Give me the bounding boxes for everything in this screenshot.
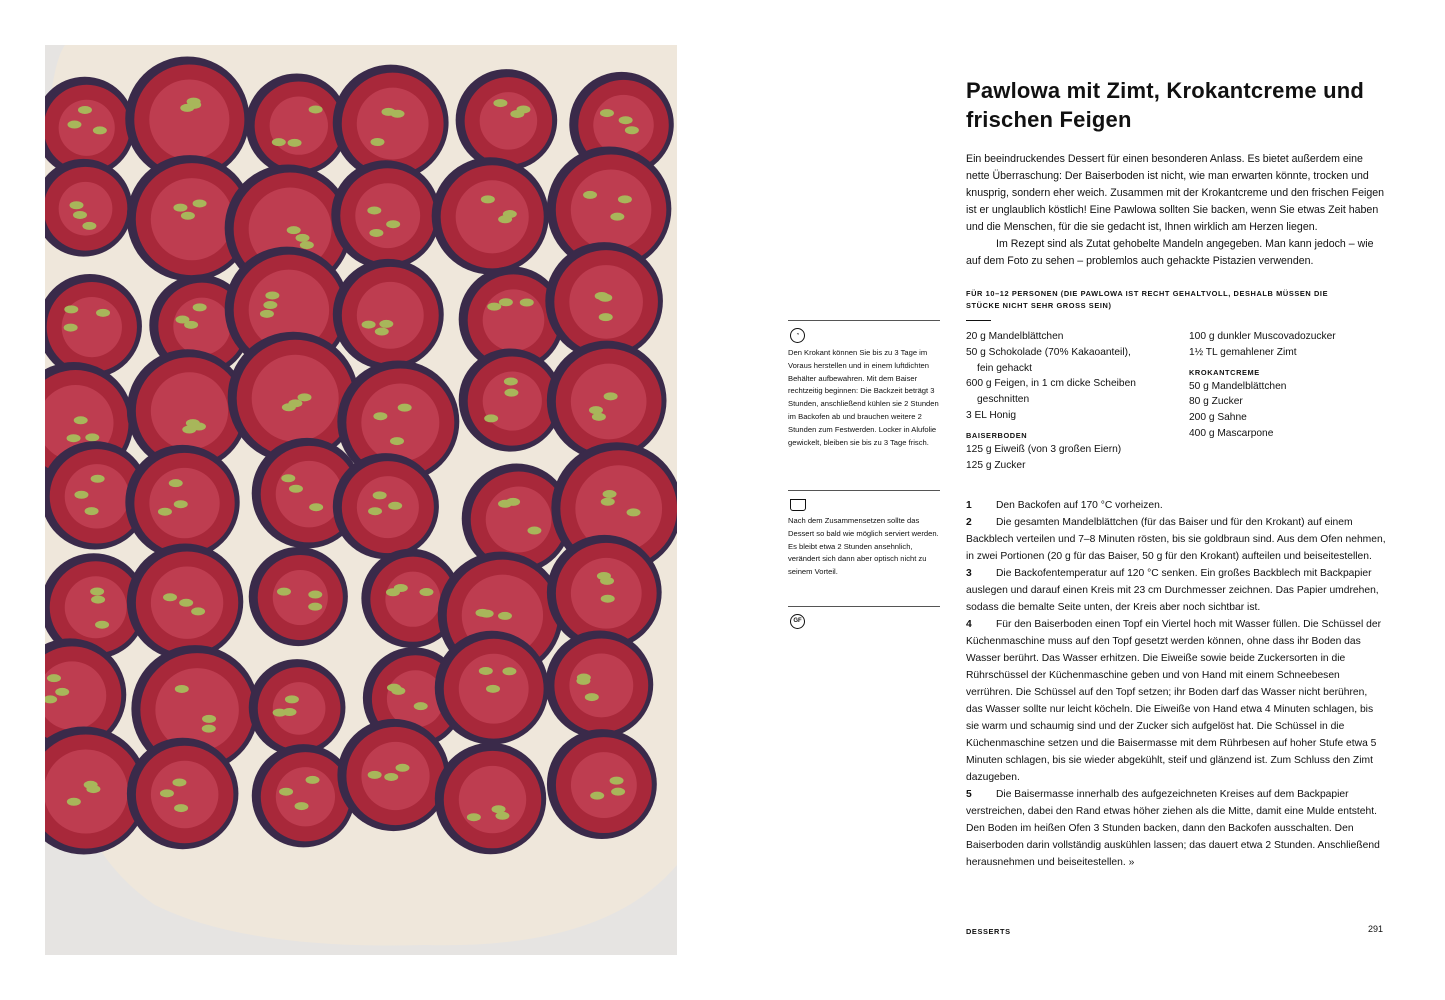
fig-slice [545, 630, 653, 738]
ingredient: 100 g dunkler Muscovadozucker [1189, 331, 1336, 342]
ingredients-left [966, 329, 1176, 473]
step-number: 4 [966, 619, 972, 630]
step-text: Den Backofen auf 170 °C vorheizen. [996, 500, 1163, 511]
ingredient: 20 g Mandelblättchen [966, 331, 1064, 342]
pistachio [414, 702, 428, 710]
ingredient: 80 g Zucker [1189, 396, 1243, 408]
step [966, 616, 1386, 786]
pistachio [309, 105, 323, 113]
pistachio [172, 778, 186, 786]
pistachio [362, 321, 376, 329]
serving-note [788, 490, 940, 579]
pistachio [85, 433, 99, 441]
pistachio [86, 785, 100, 793]
pistachio [308, 603, 322, 611]
pistachio [175, 316, 189, 324]
fig-slice [249, 547, 348, 646]
pistachio [373, 491, 387, 499]
krokant-heading: KROKANTCREME [1189, 367, 1260, 377]
pistachio [467, 813, 481, 821]
step [966, 497, 1386, 514]
pistachio [55, 688, 69, 696]
pistachio [625, 126, 639, 134]
pistachio [576, 677, 590, 685]
ingredient: 125 g Eiweiß (von 3 großen Eiern) [966, 443, 1122, 455]
recipe-intro [966, 151, 1386, 270]
pistachio [95, 621, 109, 629]
fig-slice [333, 453, 439, 559]
page-number: 291 [1368, 924, 1384, 934]
pistachio [287, 226, 301, 234]
pistachio [273, 709, 287, 717]
pistachio [600, 109, 614, 117]
pistachio [495, 812, 509, 820]
pistachio [373, 412, 387, 420]
pistachio [479, 667, 493, 675]
pistachio [300, 241, 314, 249]
gluten-free-badge: GF [790, 614, 805, 629]
pistachio [398, 404, 412, 412]
ingredient: 50 g Schokolade (70% Kakaoanteil), [966, 346, 1131, 358]
gluten-free-note [788, 606, 940, 633]
step-number: 5 [966, 789, 972, 800]
pistachio [309, 503, 323, 511]
pistachio [369, 229, 383, 237]
pistachio [379, 320, 393, 328]
pistachio [498, 215, 512, 223]
pistachio [520, 298, 534, 306]
pistachio [193, 199, 207, 207]
pistachio [47, 674, 61, 682]
pistachio [163, 593, 177, 601]
make-ahead-note [788, 320, 940, 449]
clock-icon: ◔ [790, 328, 805, 343]
pistachio [74, 491, 88, 499]
fig-slice [435, 631, 549, 745]
pistachio [296, 234, 310, 242]
pistachio [67, 434, 81, 442]
pistachio [388, 502, 402, 510]
pistachio [74, 416, 88, 424]
ingredient: 600 g Feigen, in 1 cm dicke Scheiben [966, 378, 1136, 390]
pistachio [91, 475, 105, 483]
make-ahead-text: Den Krokant können Sie bis zu 3 Tage im Voraus herstellen und in einem luftdichten Behälter aufbewahren. Mit dem Baiser rechtzeitig beginnen: Die Backzeit beträgt 3 Stunden, anschließend kühlen sie 2 Stunden im Backofen ab und brauchen weitere 2 Stunden zum Festwerden. Locker in Alufolie gewickelt, bleiben sie bis zu 3 Tage frisch. [788, 348, 939, 447]
fig-slice [249, 659, 346, 756]
ingredient: 400 g Mascarpone [1189, 427, 1274, 439]
pistachio [186, 419, 200, 427]
pistachio [390, 437, 404, 445]
pistachio [516, 105, 530, 113]
pistachio [272, 138, 286, 146]
pistachio [85, 507, 99, 515]
pistachio [174, 500, 188, 508]
pistachio [627, 508, 641, 516]
step-number: 2 [966, 517, 972, 528]
pistachio [486, 685, 500, 693]
pistachio [368, 507, 382, 515]
pistachio [90, 588, 104, 596]
pistachio [78, 106, 92, 114]
fig-slice [252, 744, 355, 847]
pistachio [187, 101, 201, 109]
serving-text: Nach dem Zusammensetzen sollte das Dessert so bald wie möglich serviert werden. Es bleibt etwa 2 Stunden ansehnlich, verändert sich dann aber optisch nicht zu seinem Vorteil. [788, 516, 939, 577]
pistachio [484, 414, 498, 422]
pot-icon [790, 499, 806, 511]
pistachio [527, 527, 541, 535]
pistachio [289, 485, 303, 493]
ingredient: 3 EL Honig [966, 409, 1017, 421]
pistachio [288, 139, 302, 147]
pistachio [64, 305, 78, 313]
step-text: Die Baisermasse innerhalb des aufgezeichneten Kreises auf dem Backpapier verstreichen, dabei den Rand etwas höher ziehen als die Mitte, damit eine Mulde entsteht. Den Boden im heißen Ofen 3 Stunden backen, dann den Backofen ausschalten. Den Baiserboden darin vollständig auskühlen lassen; das dauert etwa 2 Stunden. Anschließend herausnehmen und beiseitestellen. » [966, 789, 1380, 868]
pistachio [306, 776, 320, 784]
pistachio [73, 211, 87, 219]
pistachio [504, 377, 518, 385]
pistachio [370, 138, 384, 146]
fig-slice [127, 738, 239, 850]
fig-slice [435, 743, 546, 854]
fig-slice [547, 341, 667, 461]
ingredients-right [1189, 329, 1389, 442]
pistachio [160, 789, 174, 797]
pistachio [498, 500, 512, 508]
ingredient: 50 g Mandelblättchen [1189, 380, 1287, 392]
method-steps [966, 497, 1386, 871]
pistachio [499, 298, 513, 306]
pistachio [282, 403, 296, 411]
step [966, 514, 1386, 565]
step-text: Für den Baiserboden einen Topf ein Viertel hoch mit Wasser füllen. Die Schüssel der Küchenmaschine muss auf den Topf gesetzt werden können, ohne dass ihr Boden das Wasser berührt. Das Wasser erhitzen. Die Eiweiße sowie beide Zuckersorten in die Rührschüssel der Küchenmaschine geben und von Hand mit einem Schneebesen verrühren. Die Schüssel auf den Topf setzen; ihr Boden darf das Wasser nicht berühren, das Wasser sollte nur leicht köcheln. Die Eiweiße von Hand etwa 4 Minuten schlagen, bis sie warm und schaumig sind und der Zucker sich aufgelöst hat. Die Schüssel in die Küchenmaschine setzen und die Baisermasse mit dem Rührbesen auf hoher Stufe etwa 5 Minuten schlagen, bis sie wieder abgekühlt, steif und glänzend ist. Zum Schluss den Zimt dazugeben. [966, 619, 1382, 783]
pistachio [619, 116, 633, 124]
pistachio [618, 195, 632, 203]
pistachio [592, 413, 606, 421]
pistachio [493, 99, 507, 107]
pistachio [481, 195, 495, 203]
pistachio [202, 725, 216, 733]
step-number: 1 [966, 500, 972, 511]
fig-slice [337, 719, 449, 831]
pistachio [169, 479, 183, 487]
pistachio [386, 220, 400, 228]
pistachio [386, 588, 400, 596]
pavlova-photo [45, 45, 677, 955]
pistachio [265, 291, 279, 299]
fig-slice [547, 729, 657, 839]
pistachio [298, 393, 312, 401]
pistachio [391, 687, 405, 695]
pistachio [263, 301, 277, 309]
ingredient: 200 g Sahne [1189, 412, 1247, 424]
intro-paragraph: Im Rezept sind als Zutat gehobelte Mandeln angegeben. Man kann jedoch – wie auf dem Foto zu sehen – problemlos auch gehackte Pistazien verwenden. [966, 238, 1374, 267]
pistachio [375, 328, 389, 336]
pistachio [181, 212, 195, 220]
pistachio [295, 802, 309, 810]
pistachio [158, 508, 172, 516]
step-number: 3 [966, 568, 972, 579]
baiser-heading: BAISERBODEN [966, 430, 1028, 440]
servings: FÜR 10–12 PERSONEN (DIE PAWLOWA IST RECHT GEHALTVOLL, DESHALB MÜSSEN DIE STÜCKE NICHT SEHR GROSS SEIN) [966, 289, 1329, 310]
pistachio [583, 191, 597, 199]
pistachio [419, 588, 433, 596]
ingredient: geschnitten [977, 394, 1030, 406]
fig-slice [246, 73, 348, 175]
pistachio [396, 764, 410, 772]
pistachio [64, 324, 78, 332]
pistachio [597, 572, 611, 580]
fig-slice [456, 69, 558, 171]
divider [966, 320, 991, 321]
fig-slice [127, 543, 243, 659]
fig-slice [432, 157, 549, 274]
pistachio [384, 773, 398, 781]
pistachio [281, 474, 295, 482]
figs-illustration [45, 45, 677, 955]
pistachio [202, 715, 216, 723]
pistachio [277, 588, 291, 596]
pistachio [611, 788, 625, 796]
pistachio [70, 201, 84, 209]
pistachio [91, 596, 105, 604]
pistachio [174, 804, 188, 812]
pistachio [96, 309, 110, 317]
pistachio [382, 108, 396, 116]
pistachio [604, 392, 618, 400]
pistachio [175, 685, 189, 693]
pistachio [279, 788, 293, 796]
section-label: DESSERTS [966, 927, 1011, 936]
fig-slice [331, 160, 440, 269]
pistachio [367, 206, 381, 214]
recipe-title: Pawlowa mit Zimt, Krokantcreme und frischen Feigen [966, 78, 1364, 132]
pistachio [260, 310, 274, 318]
pistachio [599, 313, 613, 321]
pistachio [498, 612, 512, 620]
pistachio [502, 667, 516, 675]
step [966, 786, 1386, 871]
intro-paragraph: Ein beeindruckendes Dessert für einen besonderen Anlass. Es bietet außerdem eine nette Überraschung: Der Baiserboden ist nicht, wie man erwarten könnte, trocken und knusprig, sondern eher weich. Zusammen mit der Krokantcreme und den frischen Feigen ist er unglaublich köstlich! Eine Pawlowa sollten Sie backen, wenn Sie etwas Zeit haben und die Menschen, für die sie gedacht ist, Ihnen wirklich am Herzen liegen. [966, 153, 1385, 233]
pistachio [487, 303, 501, 311]
pistachio [67, 798, 81, 806]
pistachio [480, 610, 494, 618]
pistachio [610, 213, 624, 221]
pistachio [285, 695, 299, 703]
pistachio [93, 126, 107, 134]
pistachio [601, 498, 615, 506]
pistachio [610, 777, 624, 785]
step [966, 565, 1386, 616]
pistachio [308, 591, 322, 599]
ingredient: fein gehackt [977, 362, 1032, 374]
ingredient: 1½ TL gemahlener Zimt [1189, 346, 1297, 358]
pistachio [82, 222, 96, 230]
pistachio [598, 294, 612, 302]
fig-slice [459, 348, 562, 451]
pistachio [179, 599, 193, 607]
ingredient: 125 g Zucker [966, 459, 1026, 471]
pistachio [601, 595, 615, 603]
step-text: Die gesamten Mandelblättchen (für das Baiser und für den Krokant) auf einem Backblech verteilen und 7–8 Minuten rösten, bis sie goldbraun sind. Aus dem Ofen nehmen, in zwei Portionen (20 g für das Baiser, 50 g für den Krokant) aufteilen und beiseitestellen. [966, 517, 1386, 562]
pistachio [585, 693, 599, 701]
pistachio [368, 771, 382, 779]
fig-slice [125, 445, 239, 559]
pistachio [589, 406, 603, 414]
pistachio [603, 490, 617, 498]
pistachio [193, 303, 207, 311]
step-text: Die Backofentemperatur auf 120 °C senken. Ein großes Backblech mit Backpapier auslegen und darauf einen Kreis mit 23 cm Durchmesser zeichnen. Das Papier umdrehen, sodass die bemalte Seite unten, der Kreis aber noch sichtbar ist. [966, 568, 1379, 613]
pistachio [191, 607, 205, 615]
pistachio [504, 389, 518, 397]
pistachio [173, 204, 187, 212]
fig-slice [333, 259, 444, 370]
pistachio [67, 121, 81, 129]
pistachio [590, 792, 604, 800]
